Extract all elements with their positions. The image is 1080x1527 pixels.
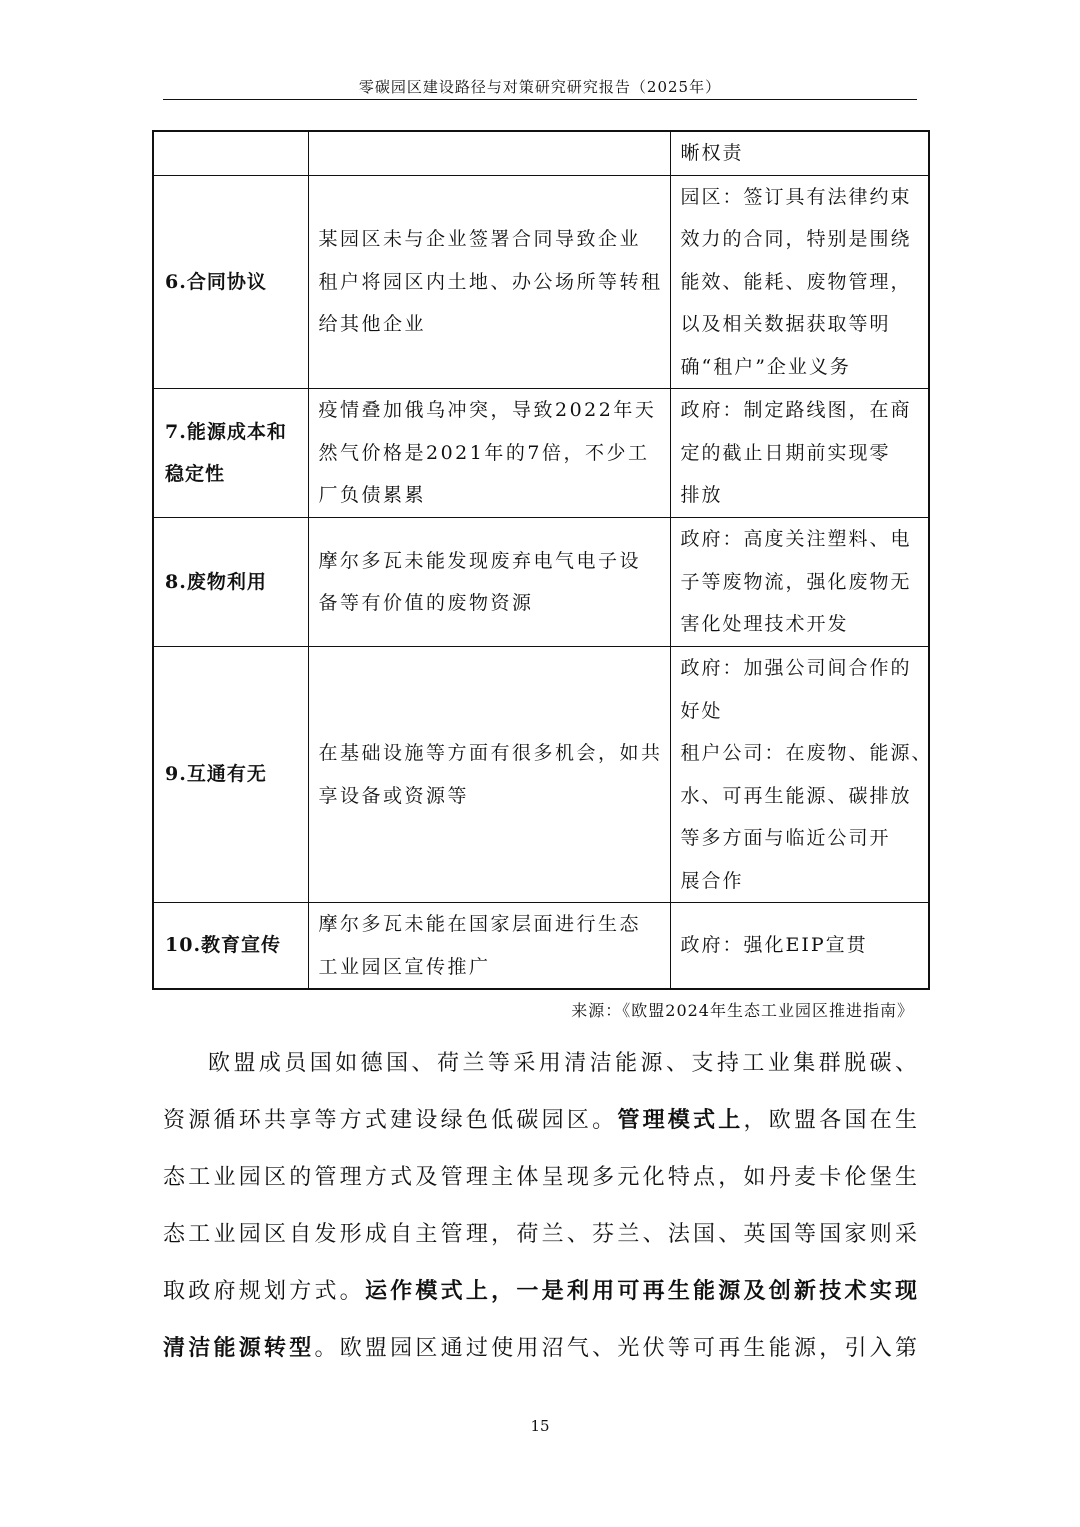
paragraph-line: 态工业园区的管理方式及管理主体呈现多元化特点，如丹麦卡伦堡生 <box>163 1165 917 1190</box>
table-row <box>153 518 929 647</box>
cell-text-line: 能效、能耗、废物管理， <box>680 270 912 293</box>
row-label-cell <box>153 903 308 990</box>
row-label-cell <box>153 175 308 389</box>
cell-text-line: 展合作 <box>680 869 744 892</box>
problem-cell <box>308 389 670 518</box>
cell-text-line: 10.教育宣传 <box>165 934 282 957</box>
cell-text-line: 好处 <box>680 699 723 722</box>
cell-text-line: 租户公司：在废物、能源、 <box>680 742 933 764</box>
table-source: 来源：《欧盟2024年生态工业园区推进指南》 <box>571 1001 914 1020</box>
table-row <box>153 131 929 175</box>
measures-cell <box>670 389 929 518</box>
body-paragraph <box>163 1035 917 1377</box>
cell-text-line: 晰权责 <box>680 142 744 164</box>
header-rule <box>163 99 917 100</box>
page-number: 15 <box>530 1417 550 1435</box>
cell-text-line: 园区：签订具有法律约束 <box>680 185 912 208</box>
problem-cell <box>308 647 670 903</box>
measures-cell <box>670 518 929 647</box>
row-label-cell <box>153 389 308 518</box>
cell-text-line: 水、可再生能源、碳排放 <box>680 784 912 807</box>
bold-phrase: 清洁能源转型 <box>163 1335 315 1361</box>
cell-text-line: 8.废物利用 <box>165 570 267 593</box>
paragraph-line: 资源循环共享等方式建设绿色低碳园区。管理模式上，欧盟各国在生 <box>163 1107 917 1133</box>
cell-text-line: 政府：加强公司间合作的 <box>680 657 912 679</box>
cell-text-line: 租户将园区内土地、办公场所等转租 <box>318 270 663 293</box>
measures-cell <box>670 647 933 903</box>
running-header: 零碳园区建设路径与对策研究研究报告（2025年） <box>358 78 722 96</box>
cell-text-line: 在基础设施等方面有很多机会，如共 <box>318 742 663 764</box>
cell-text-line: 备等有价值的废物资源 <box>318 592 534 614</box>
cell-text-line: 效力的合同，特别是围绕 <box>680 228 912 250</box>
cell-text-line: 摩尔多瓦未能发现废弃电气电子设 <box>318 549 642 572</box>
paragraph-line: 欧盟成员国如德国、荷兰等采用清洁能源、支持工业集群脱碳、 <box>208 1051 917 1076</box>
row-label-cell <box>153 647 308 903</box>
cell-text-line: 6.合同协议 <box>165 270 267 293</box>
cell-text-line: 然气价格是2021年的7倍，不少工 <box>318 441 650 464</box>
paragraph-line: 清洁能源转型。欧盟园区通过使用沼气、光伏等可再生能源，引入第 <box>163 1335 917 1361</box>
row-label-cell <box>153 518 308 647</box>
cell-text-line: 以及相关数据获取等明 <box>680 313 891 335</box>
row-label-cell <box>153 131 308 175</box>
table-row <box>153 903 929 990</box>
cell-text-line: 害化处理技术开发 <box>680 613 849 636</box>
cell-text-line: 疫情叠加俄乌冲突，导致2022年天 <box>318 399 657 422</box>
cell-text-line: 摩尔多瓦未能在国家层面进行生态 <box>318 913 642 935</box>
measures-cell <box>670 903 929 990</box>
cell-text-line: 厂负债累累 <box>318 484 427 507</box>
cell-text-line: 7.能源成本和 <box>165 420 287 443</box>
cell-text-line: 政府：高度关注塑料、电 <box>680 528 912 551</box>
bold-phrase: 管理模式上 <box>617 1107 744 1133</box>
paragraph-line: 取政府规划方式。运作模式上，一是利用可再生能源及创新技术实现 <box>163 1278 917 1304</box>
cell-text-line: 排放 <box>680 484 723 507</box>
cell-text-line: 工业园区宣传推广 <box>318 955 491 978</box>
cell-text-line: 给其他企业 <box>318 313 427 335</box>
measures-cell <box>670 175 929 389</box>
cell-text-line: 享设备或资源等 <box>318 784 470 807</box>
cell-text-line: 确“租户”企业义务 <box>680 355 851 378</box>
measures-cell <box>670 131 929 175</box>
bold-phrase: 运作模式上，一是利用可再生能源及创新技术实现 <box>364 1278 917 1304</box>
challenges-table <box>152 130 933 990</box>
cell-text-line: 政府：强化EIP宣贯 <box>680 934 868 957</box>
problem-cell <box>308 175 670 389</box>
table-row <box>153 389 929 518</box>
table-row <box>153 175 929 389</box>
problem-cell <box>308 903 670 990</box>
table-row <box>153 647 929 903</box>
problem-cell <box>308 518 670 647</box>
problem-cell <box>308 131 670 175</box>
cell-text-line: 某园区未与企业签署合同导致企业 <box>318 228 642 250</box>
cell-text-line: 定的截止日期前实现零 <box>680 441 891 464</box>
cell-text-line: 等多方面与临近公司开 <box>680 827 891 849</box>
paragraph-line: 态工业园区自发形成自主管理，荷兰、芬兰、法国、英国等国家则采 <box>163 1222 917 1247</box>
cell-text-line: 政府：制定路线图，在商 <box>680 399 912 422</box>
cell-text-line: 9.互通有无 <box>165 763 267 786</box>
cell-text-line: 子等废物流，强化废物无 <box>680 570 912 593</box>
cell-text-line: 稳定性 <box>165 463 226 485</box>
